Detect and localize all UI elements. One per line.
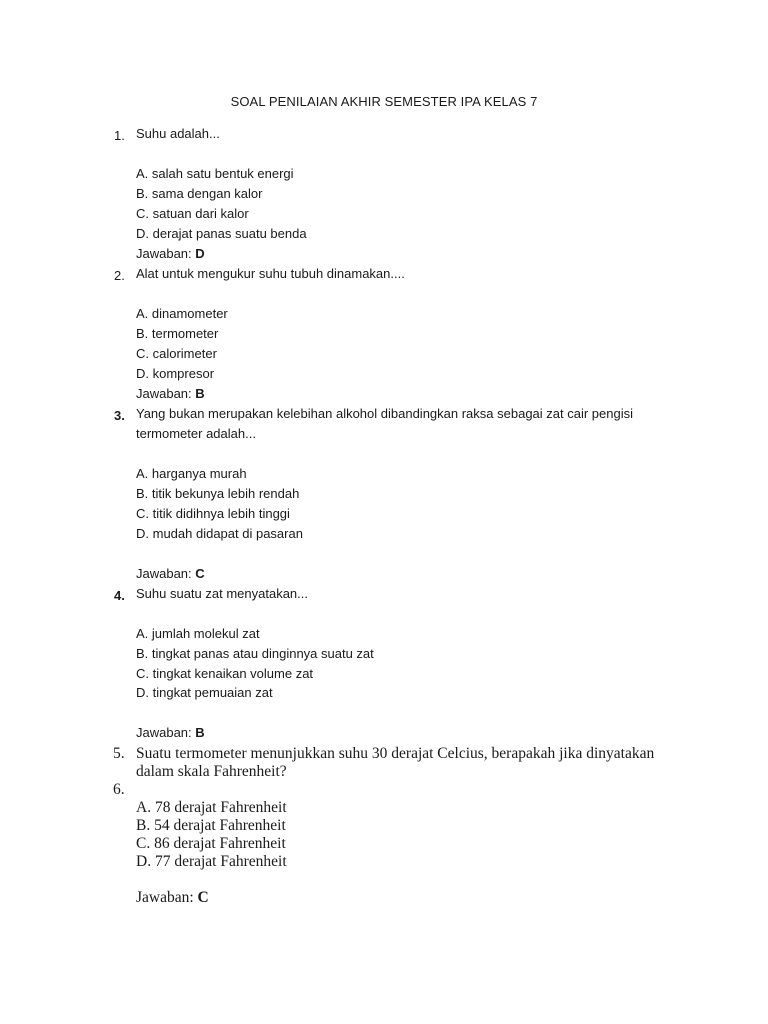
question-1-option-c: C. satuan dari kalor [136, 206, 249, 221]
question-5-option-b: B. 54 derajat Fahrenheit [136, 817, 286, 834]
question-1-option-b: B. sama dengan kalor [136, 186, 263, 201]
answer-value: C [195, 566, 205, 581]
question-2-option-b: B. termometer [136, 326, 219, 341]
answer-value: C [197, 889, 209, 906]
question-1-answer [136, 244, 205, 264]
question-4-option-a: A. jumlah molekul zat [136, 626, 260, 641]
answer-label: Jawaban: [136, 889, 194, 906]
question-2-option-c: C. calorimeter [136, 346, 217, 361]
question-1-number: 1. [114, 128, 125, 143]
document-title: SOAL PENILAIAN AKHIR SEMESTER IPA KELAS 7 [230, 94, 538, 109]
question-5-text-line-1: Suatu termometer menunjukkan suhu 30 derajat Celcius, berapakah jika dinyatakan [136, 745, 655, 762]
question-5-answer [136, 889, 209, 907]
question-3-option-a: A. harganya murah [136, 466, 247, 481]
question-5-option-c: C. 86 derajat Fahrenheit [136, 835, 286, 852]
question-5-option-d: D. 77 derajat Fahrenheit [136, 853, 287, 870]
question-4-answer [136, 723, 205, 743]
question-3-answer [136, 564, 205, 584]
answer-value: B [195, 725, 205, 740]
question-5-text-line-2: dalam skala Fahrenheit? [136, 763, 287, 780]
question-3-text-line-2: termometer adalah... [136, 426, 256, 441]
question-4-option-b: B. tingkat panas atau dinginnya suatu zat [136, 646, 374, 661]
question-2-option-a: A. dinamometer [136, 306, 228, 321]
question-1-text: Suhu adalah... [136, 126, 220, 141]
question-2-text: Alat untuk mengukur suhu tubuh dinamakan.... [136, 266, 405, 281]
question-3-number: 3. [114, 408, 125, 423]
answer-value: D [195, 246, 205, 261]
question-2-answer [136, 384, 205, 404]
question-1-option-a: A. salah satu bentuk energi [136, 166, 294, 181]
question-4-option-d: D. tingkat pemuaian zat [136, 685, 273, 700]
question-4-text: Suhu suatu zat menyatakan... [136, 586, 308, 601]
question-2-number: 2. [114, 268, 125, 283]
question-3-option-d: D. mudah didapat di pasaran [136, 526, 303, 541]
answer-value: B [195, 386, 205, 401]
question-4-option-c: C. tingkat kenaikan volume zat [136, 666, 314, 681]
question-3-text-line-1: Yang bukan merupakan kelebihan alkohol dibandingkan raksa sebagai zat cair pengisi [136, 406, 633, 421]
question-6-number: 6. [113, 781, 125, 798]
answer-label: Jawaban: [136, 566, 192, 581]
answer-label: Jawaban: [136, 725, 192, 740]
question-1-option-d: D. derajat panas suatu benda [136, 226, 307, 241]
question-3-option-b: B. titik bekunya lebih rendah [136, 486, 300, 501]
question-2-option-d: D. kompresor [136, 366, 215, 381]
question-4-number: 4. [114, 588, 125, 603]
question-3-option-c: C. titik didihnya lebih tinggi [136, 506, 290, 521]
question-5-option-a: A. 78 derajat Fahrenheit [136, 799, 287, 816]
answer-label: Jawaban: [136, 386, 192, 401]
question-5-number: 5. [113, 745, 125, 762]
answer-label: Jawaban: [136, 246, 192, 261]
